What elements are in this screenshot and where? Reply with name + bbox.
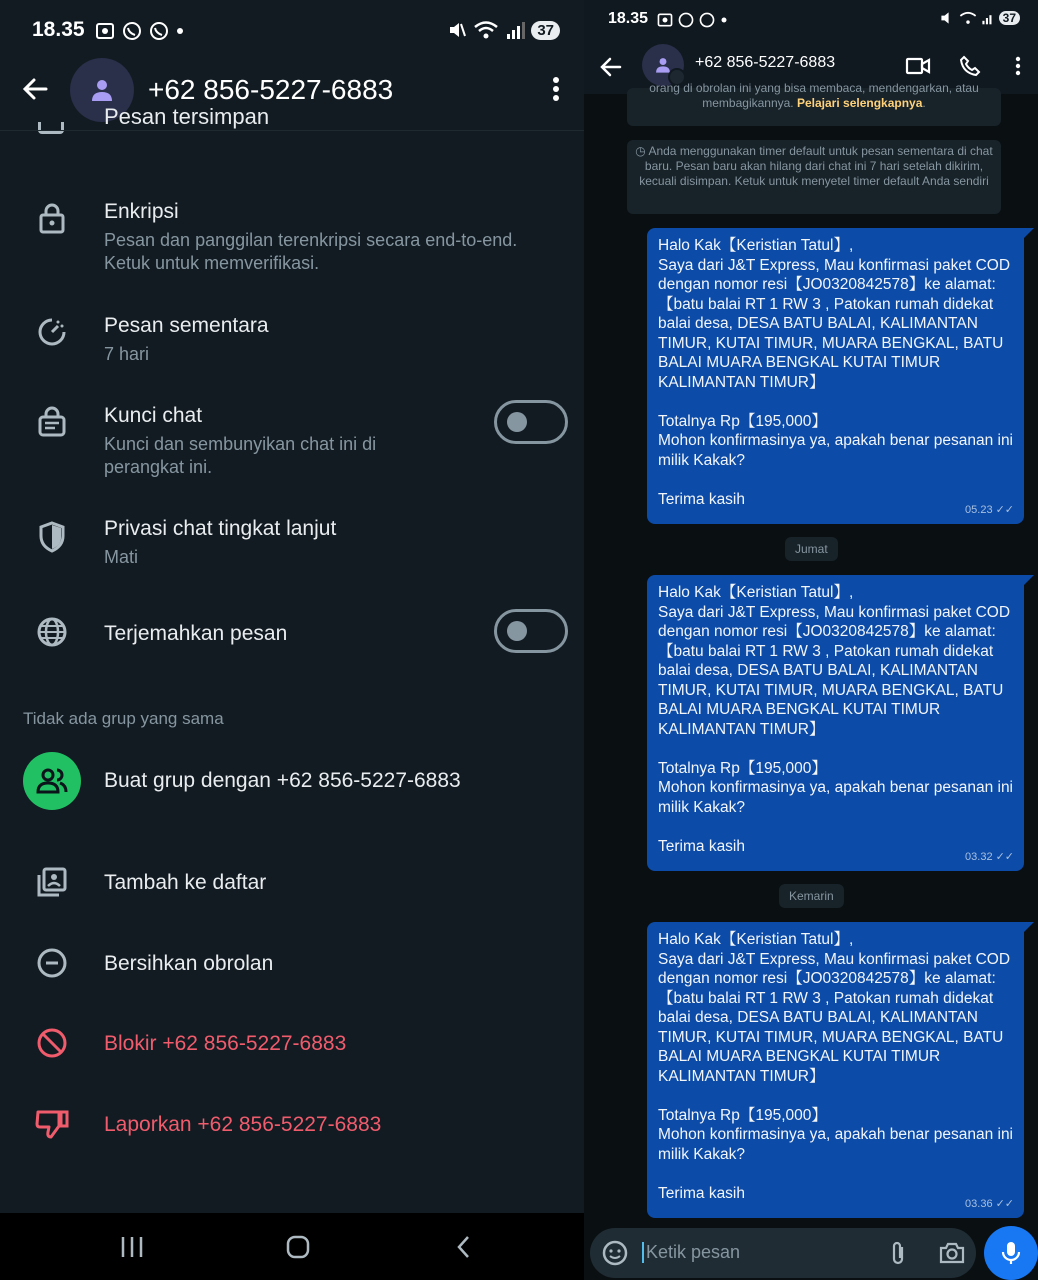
group-add-icon [23, 752, 81, 810]
emoji-sticker-icon[interactable] [602, 1240, 628, 1266]
mute-icon [939, 10, 955, 26]
message-bubble[interactable] [647, 228, 1024, 524]
common-groups-label: Tidak ada grup yang sama [23, 709, 224, 728]
date-separator: Jumat [785, 537, 838, 561]
wifi-icon [473, 20, 499, 40]
timer-icon [34, 314, 70, 350]
encryption-notice[interactable]: orang di obrolan ini yang bisa membaca, mendengarkan, atau membagikannya. Pelajari selengkapnya. [627, 88, 1001, 126]
home-icon[interactable] [278, 1233, 318, 1261]
disappearing-timer-notice[interactable]: ◷ Anda menggunakan timer default untuk pesan sementara di chat baru. Pesan baru akan hilang dari chat ini 7 hari setelah dikirim, kecuali disimpan. Ketuk untuk menyetel timer default Anda sendiri [627, 140, 1001, 214]
message-bubble[interactable] [647, 922, 1024, 1218]
system-nav-bar [0, 1213, 584, 1280]
screen-record-icon [656, 11, 674, 29]
dot-icon [719, 11, 729, 29]
status-time: 18.35 [608, 10, 649, 27]
block-label: Blokir +62 856-5227-6883 [104, 1032, 347, 1055]
report-label: Laporkan +62 856-5227-6883 [104, 1113, 382, 1136]
message-time: 05.23 [965, 503, 993, 516]
minus-circle-icon [34, 945, 70, 981]
recent-apps-icon[interactable] [112, 1233, 152, 1261]
double-check-icon: ✓✓ [995, 503, 1014, 516]
status-time: 18.35 [32, 18, 85, 41]
encryption-item[interactable] [0, 196, 584, 286]
status-bar [0, 0, 584, 62]
timer-small-icon: ◷ [635, 144, 646, 158]
contact-name: +62 856-5227-6883 [148, 74, 394, 105]
bookmark-icon [38, 122, 64, 134]
divider [0, 130, 584, 131]
back-arrow-icon[interactable] [598, 54, 624, 80]
signal-icon [505, 20, 525, 40]
more-options-icon[interactable] [1004, 52, 1032, 80]
message-text: Halo Kak【Keristian Tatul】, Saya dari J&T Express, Mau konfirmasi paket COD dengan nomor resi【JO0320842578】ke alamat: 【batu balai RT 1 RW 3 , Patokan rumah didekat balai desa, DESA BATU BALAI, KALIMANTAN TIMUR, KUTAI TIMUR, MUARA BENGKAL, BATU BALAI MUARA BENGKAL KUTAI TIMUR KALIMANTAN TIMUR】 Totalnya Rp【195,000】 Mohon konfirmasinya ya, apakah benar pesanan ini milik Kakak? Terima kasih [658, 237, 1014, 508]
battery-level: 37 [531, 21, 560, 40]
disappearing-subtitle: 7 hari [104, 344, 150, 364]
message-input-bar [590, 1228, 976, 1278]
advanced-privacy-item[interactable] [0, 515, 584, 575]
clear-chat-label: Bersihkan obrolan [104, 952, 274, 975]
encryption-subtitle: Pesan dan panggilan terenkripsi secara end-to-end. Ketuk untuk memverifikasi. [104, 230, 518, 273]
battery-level: 37 [999, 11, 1020, 25]
attach-icon[interactable] [886, 1240, 910, 1266]
chat-lock-item[interactable] [0, 402, 584, 482]
nav-back-icon[interactable] [444, 1233, 484, 1261]
toggle-knob [507, 412, 527, 432]
add-to-list-item[interactable] [0, 862, 584, 906]
back-arrow-icon[interactable] [20, 74, 50, 104]
status-bar [584, 0, 1038, 40]
chat-title[interactable]: +62 856-5227-6883 [695, 54, 836, 71]
message-time: 03.36 [965, 1197, 993, 1210]
translate-title: Terjemahkan pesan [104, 622, 288, 645]
toggle-knob [507, 621, 527, 641]
chat-lock-subtitle: Kunci dan sembunyikan chat ini di perangkat ini. [104, 434, 377, 477]
video-call-icon[interactable] [904, 52, 932, 80]
signal-icon [981, 10, 995, 26]
whatsapp-icon [698, 11, 716, 29]
more-options-icon[interactable] [544, 74, 568, 104]
disappearing-messages-item[interactable] [0, 310, 584, 370]
double-check-icon: ✓✓ [995, 850, 1014, 863]
mic-button[interactable] [984, 1226, 1038, 1280]
advanced-privacy-subtitle: Mati [104, 547, 139, 567]
whatsapp-icon [677, 11, 695, 29]
translate-messages-item[interactable] [0, 612, 584, 656]
create-group-label: Buat grup dengan +62 856-5227-6883 [104, 769, 461, 792]
camera-icon[interactable] [938, 1240, 966, 1266]
chat-panel [584, 0, 1038, 1280]
report-contact-item[interactable] [0, 1104, 584, 1148]
advanced-privacy-title: Privasi chat tingkat lanjut [104, 517, 337, 540]
chat-lock-icon [34, 406, 70, 442]
create-group-item[interactable] [0, 752, 584, 812]
shield-icon [34, 519, 70, 555]
message-text: Halo Kak【Keristian Tatul】, Saya dari J&T Express, Mau konfirmasi paket COD dengan nomor resi【JO0320842578】ke alamat: 【batu balai RT 1 RW 3 , Patokan rumah didekat balai desa, DESA BATU BALAI, KALIMANTAN TIMUR, KUTAI TIMUR, MUARA BENGKAL, BATU BALAI MUARA BENGKAL KUTAI TIMUR KALIMANTAN TIMUR】 Totalnya Rp【195,000】 Mohon konfirmasinya ya, apakah benar pesanan ini milik Kakak? Terima kasih [658, 584, 1014, 855]
block-contact-item[interactable] [0, 1023, 584, 1067]
add-to-list-label: Tambah ke daftar [104, 871, 267, 894]
disappearing-title: Pesan sementara [104, 314, 269, 337]
whatsapp-icon [148, 20, 170, 42]
dot-icon [175, 20, 185, 42]
saved-messages-item[interactable]: Pesan tersimpan [104, 104, 270, 129]
list-add-icon [34, 864, 70, 900]
person-icon [89, 77, 115, 103]
clear-chat-item[interactable] [0, 943, 584, 987]
double-check-icon: ✓✓ [995, 1197, 1014, 1210]
chat-lock-toggle[interactable] [494, 400, 568, 444]
contact-header [0, 58, 584, 124]
learn-more-link[interactable]: Pelajari selengkapnya [796, 96, 923, 110]
mute-icon [447, 20, 467, 40]
message-bubble[interactable] [647, 575, 1024, 871]
voice-call-icon[interactable] [956, 52, 984, 80]
message-text: Halo Kak【Keristian Tatul】, Saya dari J&T Express, Mau konfirmasi paket COD dengan nomor resi【JO0320842578】ke alamat: 【batu balai RT 1 RW 3 , Patokan rumah didekat balai desa, DESA BATU BALAI, KALIMANTAN TIMUR, KUTAI TIMUR, MUARA BENGKAL, BATU BALAI MUARA BENGKAL KUTAI TIMUR KALIMANTAN TIMUR】 Totalnya Rp【195,000】 Mohon konfirmasinya ya, apakah benar pesanan ini milik Kakak? Terima kasih [658, 931, 1014, 1202]
block-icon [34, 1025, 70, 1061]
message-input[interactable]: Ketik pesan [642, 1242, 740, 1263]
globe-icon [34, 614, 70, 650]
translate-toggle[interactable] [494, 609, 568, 653]
microphone-icon [1001, 1240, 1021, 1266]
date-separator: Kemarin [779, 884, 844, 908]
whatsapp-icon [121, 20, 143, 42]
thumbs-down-icon [34, 1106, 70, 1142]
message-time: 03.32 [965, 850, 993, 863]
wifi-icon [959, 10, 977, 26]
screen-record-icon [94, 20, 116, 42]
encryption-title: Enkripsi [104, 200, 179, 223]
lock-icon [34, 200, 70, 236]
chat-lock-title: Kunci chat [104, 404, 203, 427]
